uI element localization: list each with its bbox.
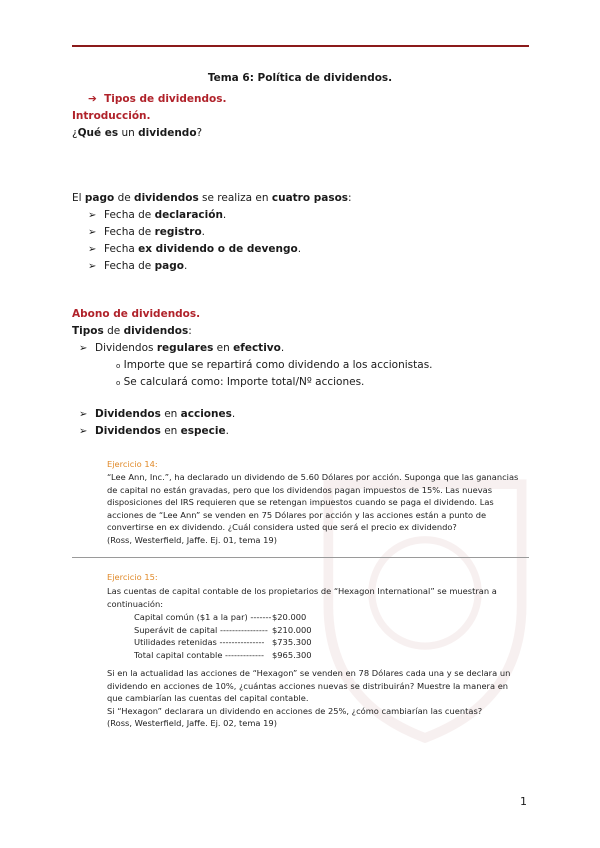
page-title: Tema 6: Política de dividendos. bbox=[207, 72, 393, 84]
bullet-icon: ➢ bbox=[79, 343, 88, 354]
bullet-icon: ➢ bbox=[79, 409, 88, 420]
table-row: Capital común ($1 a la par) ------- $20.000 bbox=[134, 612, 307, 622]
exercise-15-title: Ejercicio 15: bbox=[107, 572, 158, 582]
text-line: Si en la actualidad las acciones de “Hexagon” se venden en 78 Dólares cada una y se declara un bbox=[107, 668, 511, 678]
header-rule bbox=[72, 45, 529, 47]
text-line: Las cuentas de capital contable de los propietarios de “Hexagon International” se muestran a bbox=[107, 586, 497, 596]
text-line: de capital no están gravadas, pero que los dividendos pagan impuestos de 15%. Las nuevas bbox=[107, 484, 493, 495]
citation: (Ross, Westerfield, Jaffe. Ej. 01, tema 19) bbox=[107, 534, 277, 545]
text-line: dividendo en acciones de 10%, ¿cuántas acciones nuevas se distribuirán? Muestre la manera en bbox=[107, 680, 509, 691]
text-line: “Lee Ann, Inc.”, ha declarado un dividendo de 5.60 Dólares por acción. Suponga que las ganancias bbox=[107, 472, 519, 482]
arrow-icon: ➔ bbox=[88, 93, 97, 105]
page-number: 1 bbox=[520, 795, 527, 808]
payment-intro: El pago de dividendos se realiza en cuatro pasos: bbox=[72, 192, 352, 204]
circle-bullet-icon: o bbox=[116, 362, 121, 370]
sub-list-item: o Se calculará como: Importe total/Nº acciones. bbox=[116, 376, 365, 388]
text-line: disposiciones del IRS requieren que se retengan impuestos cuando se paga el dividendo. Las bbox=[107, 497, 494, 507]
list-item: ➢ Fecha de registro. bbox=[88, 226, 206, 238]
sub-list-item: o Importe que se repartirá como dividendo a los accionistas. bbox=[116, 359, 433, 371]
text-line: convertirse en ex dividendo. ¿Cuál considera usted que será el precio ex dividendo? bbox=[107, 522, 457, 532]
text-line: acciones de “Lee Ann” se venden en 75 Dólares por acción y las acciones están a punto de bbox=[107, 509, 487, 520]
table-row: Total capital contable ------------- $965.300 bbox=[134, 649, 312, 660]
tipos-line: Tipos de dividendos: bbox=[72, 325, 192, 337]
exercise-14-title: Ejercicio 14: bbox=[107, 459, 158, 469]
list-item: ➢ Dividendos en especie. bbox=[79, 425, 229, 437]
exercise-15-body bbox=[107, 667, 510, 730]
intro-heading: Introducción. bbox=[72, 110, 151, 122]
abono-heading: Abono de dividendos. bbox=[72, 308, 201, 320]
bullet-icon: ➢ bbox=[88, 244, 97, 255]
capital-table bbox=[134, 611, 312, 661]
intro-question: ¿Qué es un dividendo? bbox=[72, 127, 203, 139]
list-item: ➢ Dividendos en acciones. bbox=[79, 408, 236, 420]
section-divider bbox=[72, 557, 529, 558]
table-row: Utilidades retenidas --------------- $735.300 bbox=[134, 637, 312, 647]
bullet-icon: ➢ bbox=[79, 426, 88, 437]
list-item: ➢ Fecha de pago. bbox=[88, 260, 188, 272]
circle-bullet-icon: o bbox=[116, 379, 121, 387]
text-line: Si “Hexagon” declarara un dividendo en acciones de 25%, ¿cómo cambiarían las cuentas? bbox=[107, 705, 483, 716]
bullet-icon: ➢ bbox=[88, 210, 97, 221]
section-heading: ➔ Tipos de dividendos. bbox=[88, 93, 227, 105]
exercise-14-body bbox=[107, 471, 518, 546]
citation: (Ross, Westerfield, Jaffe. Ej. 02, tema 19) bbox=[107, 718, 277, 728]
bullet-icon: ➢ bbox=[88, 261, 97, 272]
list-item: ➢ Dividendos regulares en efectivo. bbox=[79, 342, 285, 354]
text-line: que cambiarían las cuentas del capital contable. bbox=[107, 693, 309, 703]
bullet-icon: ➢ bbox=[88, 227, 97, 238]
text-line: continuación: bbox=[107, 598, 164, 609]
exercise-15-intro bbox=[107, 585, 497, 610]
table-row: Superávit de capital ---------------- $210.000 bbox=[134, 624, 312, 635]
list-item: ➢ Fecha ex dividendo o de devengo. bbox=[88, 243, 302, 255]
list-item: ➢ Fecha de declaración. bbox=[88, 209, 227, 221]
